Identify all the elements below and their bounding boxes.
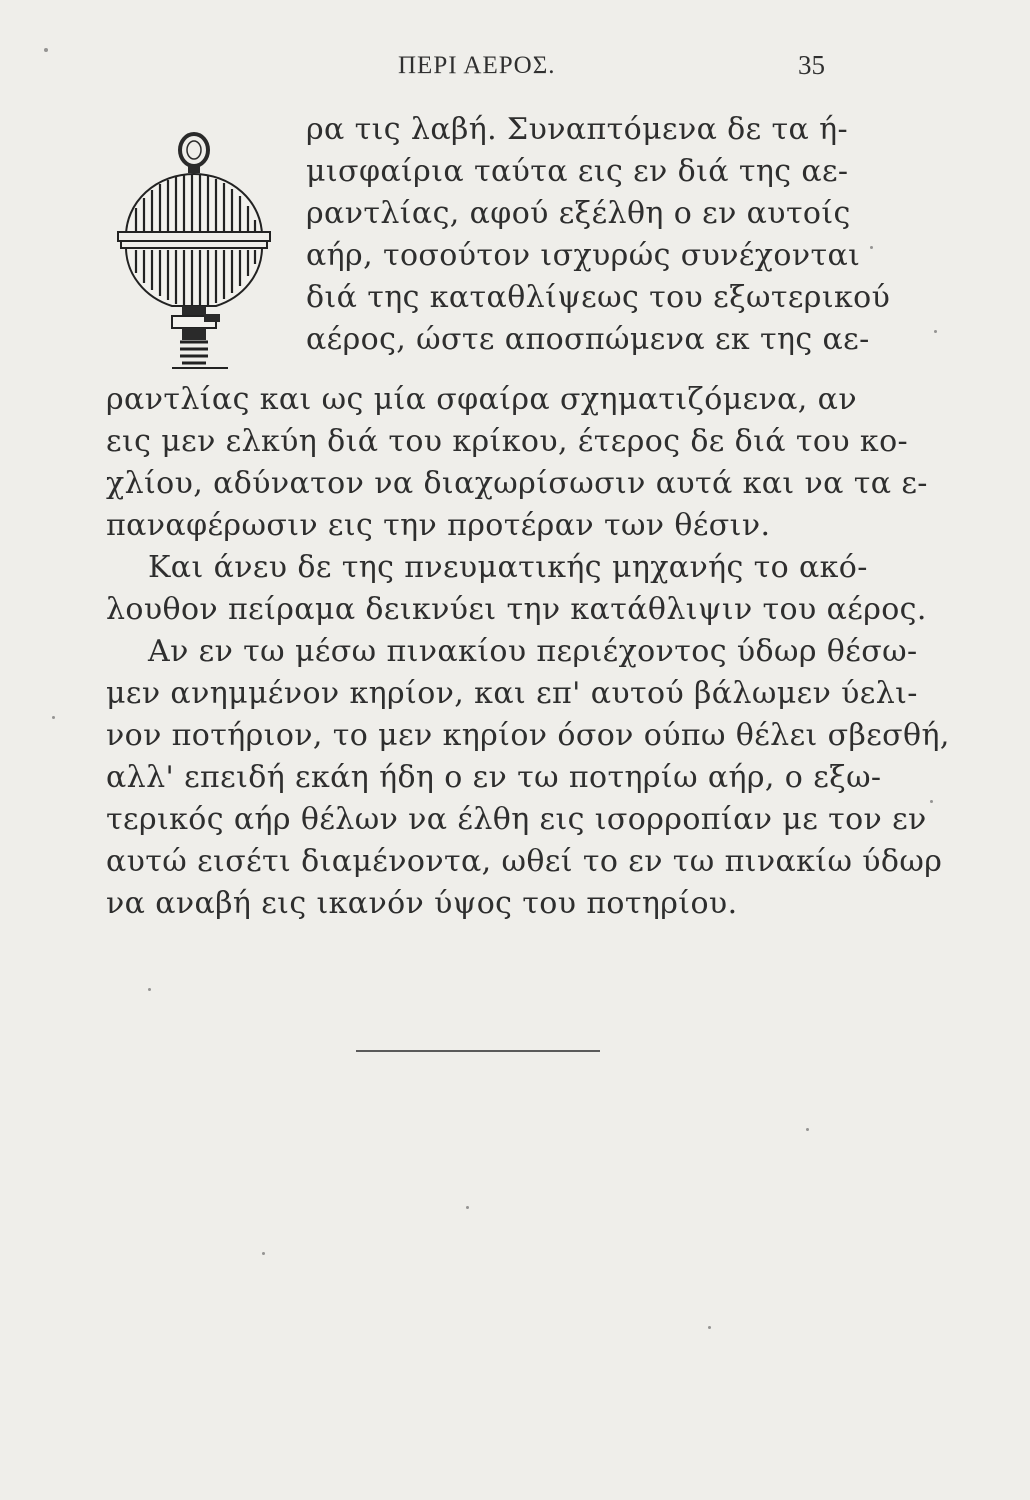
paper-speck: [262, 1252, 265, 1255]
paper-speck: [930, 800, 933, 803]
text-line: αέρος, ώστε αποσπώμενα εκ της αε-: [306, 322, 870, 357]
text-line: λουθον πείραμα δεικνύει την κατάθλιψιν του αέρος.: [106, 592, 927, 627]
text-line: Και άνευ δε της πνευματικής μηχανής το ακό-: [148, 550, 868, 585]
text-line: παναφέρωσιν εις την προτέραν των θέσιν.: [106, 508, 771, 543]
paper-speck: [806, 1128, 809, 1131]
text-line: νον ποτήριον, το μεν κηρίον όσον ούπω θέλει σβεσθή,: [106, 718, 950, 753]
text-line: Αν εν τω μέσω πινακίου περιέχοντος ύδωρ θέσω-: [148, 634, 918, 669]
text-line: ραντλίας, αφού εξέλθη ο εν αυτοίς: [306, 196, 851, 231]
text-line: μεν ανημμένον κηρίον, και επ' αυτού βάλωμεν ύελι-: [106, 676, 918, 711]
text-line: αλλ' επειδή εκάη ήδη ο εν τω ποτηρίω αήρ, ο εξω-: [106, 760, 882, 795]
text-line: ραντλίας και ως μία σφαίρα σχηματιζόμενα, αν: [106, 382, 857, 417]
text-line: να αναβή εις ικανόν ύψος του ποτηρίου.: [106, 886, 738, 921]
text-line: χλίου, αδύνατον να διαχωρίσωσιν αυτά και να τα ε-: [106, 466, 928, 501]
text-line: αήρ, τοσούτον ισχυρώς συνέχονται: [306, 238, 861, 273]
text-line: μισφαίρια ταύτα εις εν διά της αε-: [306, 154, 849, 189]
paper-speck: [52, 716, 55, 719]
text-line: διά της καταθλίψεως του εξωτερικού: [306, 280, 891, 315]
paper-speck: [148, 988, 151, 991]
text-line: αυτώ εισέτι διαμένοντα, ωθεί το εν τω πινακίω ύδωρ: [106, 844, 943, 879]
text-line: ρα τις λαβή. Συναπτόμενα δε τα ή-: [306, 112, 849, 147]
paper-speck: [708, 1326, 711, 1329]
page-number: 35: [798, 50, 825, 80]
paper-speck: [934, 330, 937, 333]
section-rule: [356, 1050, 600, 1052]
text-line: τερικός αήρ θέλων να έλθη εις ισορροπίαν με τον εν: [106, 802, 927, 837]
text-line: εις μεν ελκύη διά του κρίκου, έτερος δε διά του κο-: [106, 424, 909, 459]
magdeburg-hemispheres-icon: [112, 128, 277, 378]
paper-speck: [44, 48, 48, 52]
running-head: ΠΕΡΙ ΑΕΡΟΣ.: [398, 52, 556, 79]
paper-speck: [466, 1206, 469, 1209]
paper-speck: [870, 246, 873, 249]
